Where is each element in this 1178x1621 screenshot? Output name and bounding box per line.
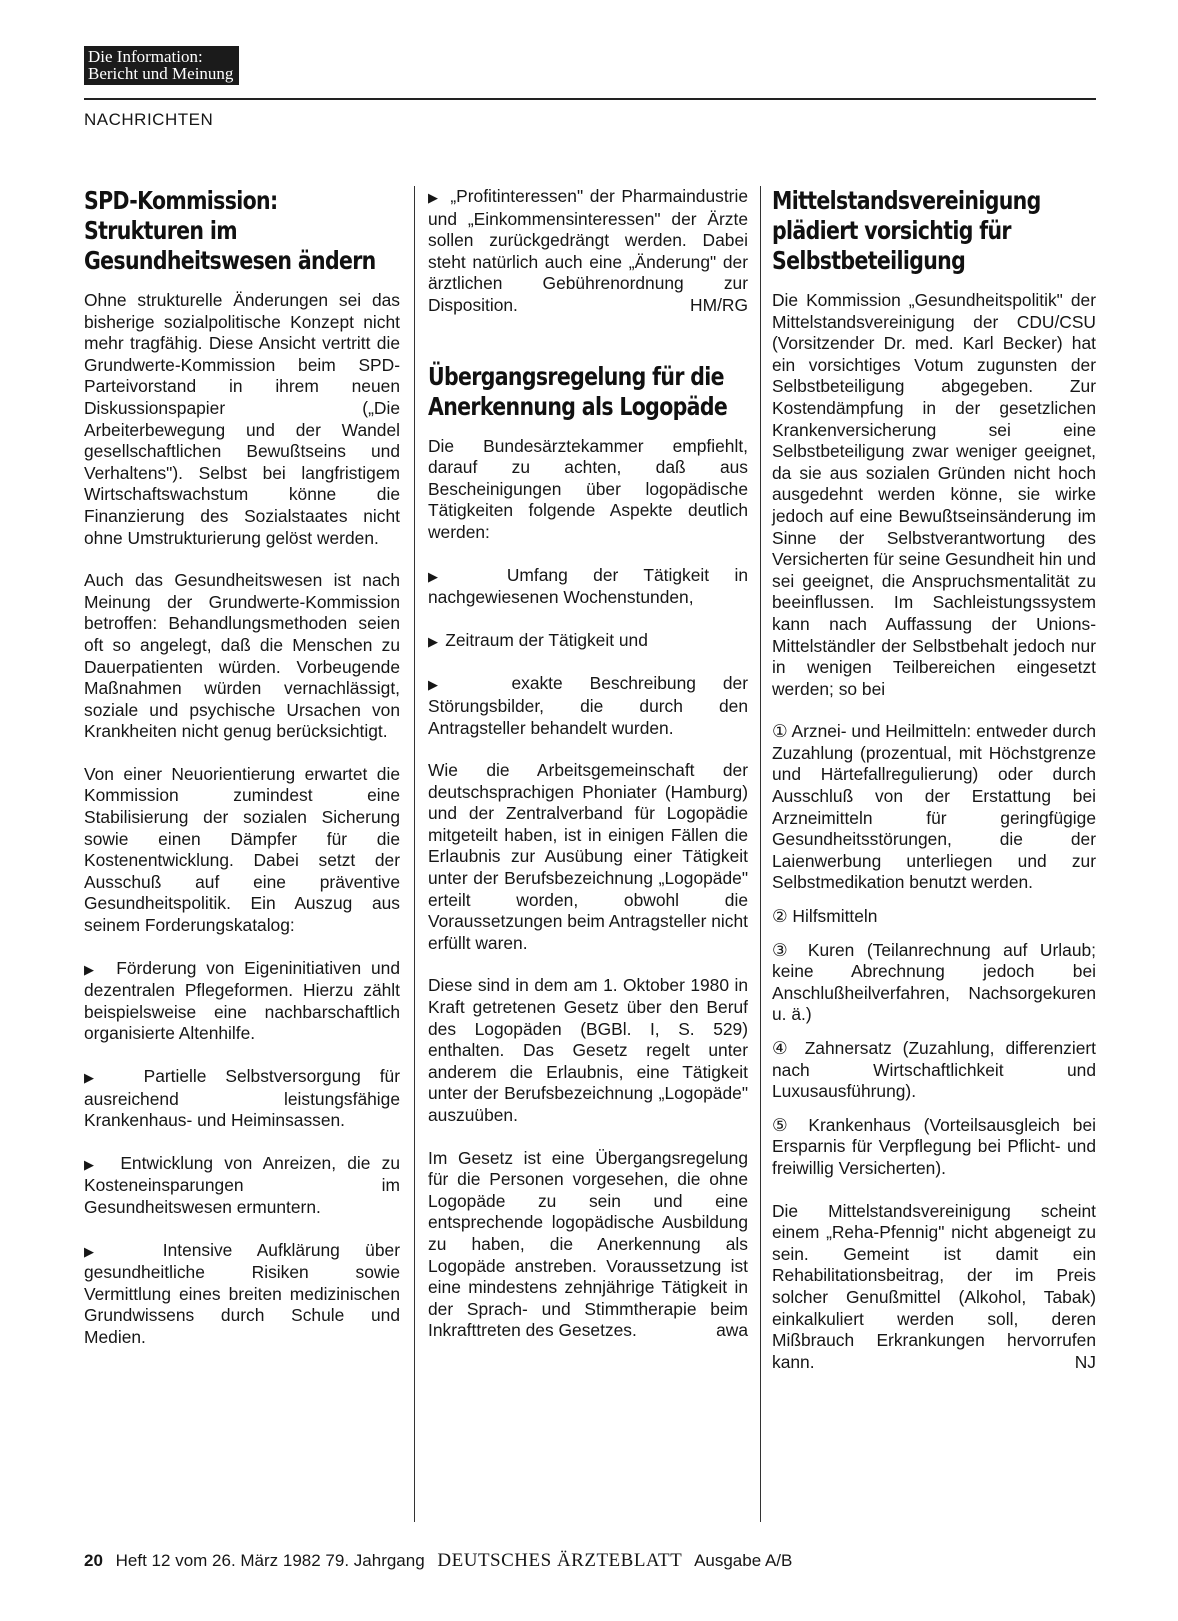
article-column-3: [772, 186, 1096, 1394]
paragraph-with-signature: [428, 1148, 748, 1342]
article-column-2: [428, 186, 748, 1363]
article-title: SPD-Kommission: Strukturen im Gesundheitswesen ändern: [84, 186, 376, 275]
author-signature: NJ: [1074, 1351, 1096, 1372]
author-signature: awa: [716, 1320, 748, 1341]
paragraph: Auch das Gesundheitswesen ist nach Meinung der Grundwerte-Kommission betroffen: Behandlungsmethoden seien oft so angelegt, daß die Menschen zu Dauerpatienten würden. Vorbeugende Maßnahmen würden vernachlässigt, soziale und psychische Ursachen von Krankheiten nicht genug berücksichtigt.: [84, 570, 400, 742]
paragraph: Die Kommission „Gesundheitspolitik" der Mittelstandsvereinigung der CDU/CSU (Vorsitzender Dr. med. Karl Becker) hat ein vorsichtiges Votum zugunsten der Selbstbeteiligung abgegeben. Zur Kostendämpfung in der gesetzlichen Krankenversicherung sei eine Selbstbeteiligung zwar weniger geeignet, da sie aus sozialen Gründen nicht hoch ausgedehnt werden könne, sie wirke jedoch auf eine Bewußtseinsänderung im Sinne der Selbstverantwortung des Versicherten für seine Gesundheit hin und sei geeignet, die Anspruchsmentalität zu beeinflussen. Im Sachleistungssystem kann nach Auffassung der Unions-Mittelständler der Selbstbehalt jedoch nur in wenigen Teilbereichen eingesetzt werden; so bei: [772, 290, 1096, 699]
bullet-item-with-signature: [428, 186, 748, 317]
column-divider: [760, 186, 761, 1522]
numbered-item: ④ Zahnersatz (Zuzahlung, differenziert nach Wirtschaftlichkeit und Luxusausführung).: [772, 1038, 1096, 1102]
bullet-item: ▶ Umfang der Tätigkeit in nachgewiesenen Wochenstunden,: [428, 565, 748, 609]
page-number: 20: [84, 1551, 103, 1570]
bullet-item: ▶ Intensive Aufklärung über gesundheitliche Risiken sowie Vermittlung eines breiten medizinischen Grundwissens durch Schule und Medien.: [84, 1240, 400, 1349]
article-column-1: [84, 186, 400, 1370]
paragraph: Wie die Arbeitsgemeinschaft der deutschsprachigen Phoniater (Hamburg) und der Zentralverband für Logopädie mitgeteilt haben, ist in einigen Fällen die Erlaubnis zur Ausübung einer Tätigkeit unter der Berufsbezeichnung „Logopäde" erteilt worden, obwohl die Voraussetzungen beim Antragsteller nicht erfüllt waren.: [428, 760, 748, 953]
paragraph: Die Bundesärztekammer empfiehlt, darauf zu achten, daß aus Bescheinigungen über logopädische Tätigkeiten folgende Aspekte deutlich werden:: [428, 435, 748, 542]
article-title: Mittelstandsvereinigung plädiert vorsichtig für Selbstbeteiligung: [772, 186, 1041, 275]
bullet-item: ▶ exakte Beschreibung der Störungsbilder, die durch den Antragsteller behandelt wurden.: [428, 673, 748, 739]
bullet-item: ▶ Zeitraum der Tätigkeit und: [428, 630, 748, 653]
numbered-item: ③ Kuren (Teilanrechnung auf Urlaub; keine Abrechnung jedoch bei Anschlußheilverfahren, Nachsorgekuren u. ä.): [772, 939, 1096, 1025]
paragraph: Ohne strukturelle Änderungen sei das bisherige sozialpolitische Konzept nicht mehr tragfähig. Diese Ansicht vertritt die Grundwerte-Kommission beim SPD-Parteivorstand in ihrem neuen Diskussionspapier („Die Arbeiterbewegung und der Wandel gesellschaftlichen Bewußtseins und Verhaltens"). Selbst bei langfristigem Wirtschaftswachstum könne die Finanzierung des Sozialstaates nicht ohne Umstrukturierung gelöst werden.: [84, 290, 400, 548]
top-rule: [84, 98, 1096, 100]
numbered-item: ① Arznei- und Heilmitteln: entweder durch Zuzahlung (prozentual, mit Höchstgrenze und Härtefallregulierung) oder durch Ausschluß von der Erstattung bei Arzneimitteln für geringfügige Gesundheitsstörungen, die der Laienwerbung unterliegen und zur Selbstmedikation benutzt werden.: [772, 721, 1096, 893]
paragraph-text: Die Mittelstandsvereinigung scheint einem „Reha-Pfennig" nicht abgeneigt zu sein. Gemeint ist damit ein Rehabilitationsbeitrag, der im Preis solcher Genußmittel (Alkohol, Tabak) einkalkuliert werden soll, deren Mißbrauch Erkrankungen hervorrufen kann.: [772, 1200, 1096, 1372]
article-title: Übergangsregelung für die Anerkennung als Logopäde: [428, 361, 728, 421]
paragraph-with-signature: [772, 1201, 1096, 1374]
edition-info: Ausgabe A/B: [694, 1551, 793, 1570]
paragraph: Von einer Neuorientierung erwartet die Kommission zumindest eine Stabilisierung der sozialen Sicherung sowie einen Dämpfer für die Kostenentwicklung. Dabei setzt der Ausschuß auf eine präventive Gesundheitspolitik. Ein Auszug aus seinem Forderungskatalog:: [84, 763, 400, 936]
bullet-text: ▶ „Profitinteressen" der Pharmaindustrie und „Einkommensinteressen" der Ärzte sollen zurückgedrängt werden. Dabei steht natürlich auch eine „Änderung" der ärztlichen Gebührenordnung zur Disposition.: [428, 186, 748, 315]
section-label: NACHRICHTEN: [84, 110, 214, 129]
bullet-item: ▶ Entwicklung von Anreizen, die zu Kosteneinsparungen im Gesundheitswesen ermuntern.: [84, 1153, 400, 1219]
paragraph: Diese sind in dem am 1. Oktober 1980 in Kraft getretenen Gesetz über den Beruf des Logopäden (BGBl. I, S. 529) enthalten. Das Gesetz regelt unter anderem die Erlaubnis, eine Tätigkeit unter der Berufsbezeichnung „Logopäde" auszuüben.: [428, 975, 748, 1125]
page-footer: [84, 1550, 792, 1572]
section-header-label: [84, 46, 239, 85]
journal-title: DEUTSCHES ÄRZTEBLATT: [437, 1550, 683, 1571]
numbered-item: ② Hilfsmitteln: [772, 906, 878, 927]
author-signature: HM/RG: [690, 294, 748, 315]
paragraph-text: Im Gesetz ist eine Übergangsregelung für die Personen vorgesehen, die ohne Logopäde zu sein und eine entsprechende logopädische Ausbildung zu haben, die Anerkennung als Logopäde anstreben. Voraussetzung ist eine mindestens zehnjährige Tätigkeit in der Sprach- und Stimmtherapie beim Inkrafttreten des Gesetzes.: [428, 1147, 748, 1341]
bullet-item: ▶ Förderung von Eigeninitiativen und dezentralen Pflegeformen. Hierzu zählt beispielsweise eine nachbarschaftlich organisierte Altenhilfe.: [84, 958, 400, 1045]
issue-info: Heft 12 vom 26. März 1982 79. Jahrgang: [115, 1551, 425, 1570]
numbered-item: ⑤ Krankenhaus (Vorteilsausgleich bei Ersparnis für Verpflegung bei Pflicht- und freiwillig Versicherten).: [772, 1114, 1096, 1178]
bullet-item: ▶ Partielle Selbstversorgung für ausreichend leistungsfähige Krankenhaus- und Heiminsassen.: [84, 1066, 400, 1132]
column-divider: [414, 186, 415, 1522]
header-label-line1: Die Information:: [88, 47, 203, 66]
header-label-line2: Bericht und Meinung: [88, 64, 234, 83]
